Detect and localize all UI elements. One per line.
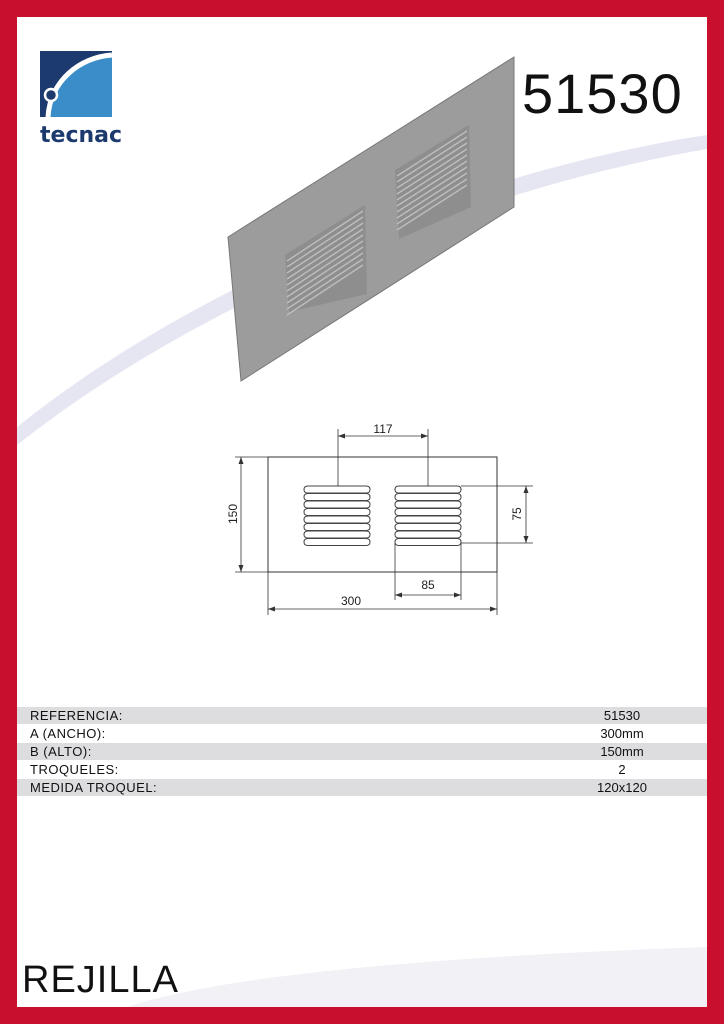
spec-value: 300mm [600, 726, 644, 741]
spec-label: TROQUELES: [30, 762, 119, 777]
spec-value: 2 [618, 762, 626, 777]
spec-row [17, 725, 707, 742]
louver-slat [304, 494, 370, 501]
louver-slat [395, 486, 461, 493]
dim-label-117: 117 [373, 422, 393, 436]
louver-slat [395, 501, 461, 508]
background-swoosh-bottom [127, 947, 707, 1007]
dim-label-75: 75 [510, 507, 524, 521]
louver-slat [304, 486, 370, 493]
dim-label-150: 150 [226, 503, 240, 525]
product-title: REJILLA [22, 959, 179, 1001]
louver-slat [304, 501, 370, 508]
spec-table [17, 707, 707, 797]
louver-slat [395, 494, 461, 501]
louver-slat [395, 539, 461, 546]
product-sheet [17, 17, 707, 1007]
spec-value: 120x120 [597, 780, 647, 795]
louver-slats-2d [304, 486, 461, 546]
dim-label-85: 85 [421, 578, 435, 592]
spec-row [17, 779, 707, 796]
panel-outline [268, 457, 497, 572]
spec-row [17, 743, 707, 760]
louver-slat [304, 516, 370, 523]
spec-row [17, 707, 707, 724]
spec-label: A (ANCHO): [30, 726, 106, 741]
louver-slat [395, 531, 461, 538]
spec-label: MEDIDA TROQUEL: [30, 780, 158, 795]
louver-slat [304, 509, 370, 516]
louver-slat [304, 524, 370, 531]
louver-slat [395, 516, 461, 523]
louver-slat [304, 531, 370, 538]
spec-value: 150mm [600, 744, 644, 759]
dimension-arrows [239, 434, 529, 612]
spec-label: REFERENCIA: [30, 708, 123, 723]
spec-value: 51530 [603, 708, 641, 723]
brand-name: tecnac [40, 123, 123, 148]
dim-label-300: 300 [340, 594, 362, 608]
louver-slat [395, 509, 461, 516]
spec-label: B (ALTO): [30, 744, 92, 759]
louver-slat [395, 524, 461, 531]
spec-row [17, 761, 707, 778]
louver-slat [304, 539, 370, 546]
reference-number: 51530 [522, 62, 683, 125]
technical-drawing [17, 17, 707, 707]
